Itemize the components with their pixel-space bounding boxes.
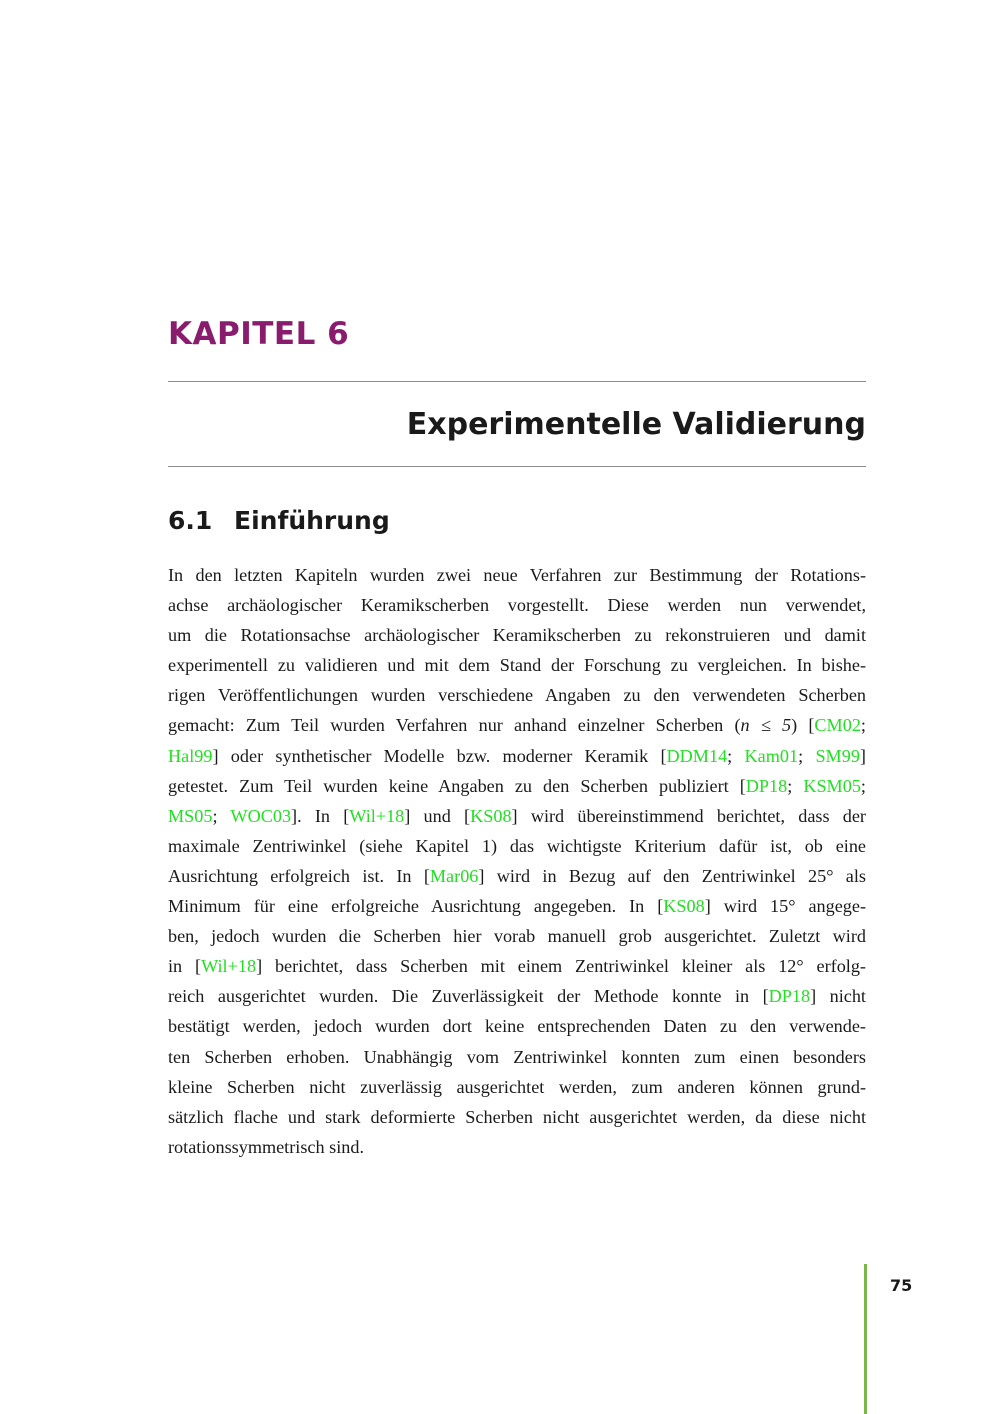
text-segment: ) [	[791, 715, 815, 736]
citation-link-ks08[interactable]: KS08	[663, 896, 705, 917]
body-paragraph	[168, 560, 866, 1162]
text-segment: getestet. Zum Teil wurden keine Angaben zu den Scherben publiziert [	[168, 775, 746, 796]
section-title: Einführung	[234, 506, 390, 535]
text-line: rigen Veröffentlichungen wurden verschiedene Angaben zu den verwendeten Scherben	[168, 685, 866, 706]
text-line: bestätigt werden, jedoch wurden dort keine entsprechenden Daten zu den verwende-	[168, 1016, 866, 1037]
citation-link-mar06[interactable]: Mar06	[429, 865, 479, 886]
text-line	[168, 771, 866, 801]
text-segment: reich ausgerichtet wurden. Die Zuverlässigkeit der Methode konnte in [	[168, 986, 769, 1007]
text-line: In den letzten Kapiteln wurden zwei neue Verfahren zur Bestimmung der Rotations-	[168, 565, 866, 585]
section-number: 6.1	[168, 506, 213, 535]
text-line	[168, 710, 866, 740]
citation-link-kam01[interactable]: Kam01	[744, 745, 799, 766]
text-segment: ] berichtet, dass Scherben mit einem Zentriwinkel kleiner als 12° erfolg-	[256, 956, 866, 977]
text-line	[168, 891, 866, 921]
text-line: maximale Zentriwinkel (siehe Kapitel 1) das wichtigste Kriterium dafür ist, ob eine	[168, 835, 866, 856]
text-line: ten Scherben erhoben. Unabhängig vom Zentriwinkel konnten zum einen besonders	[168, 1046, 866, 1067]
text-segment: ] wird 15° angege-	[704, 896, 866, 917]
text-line: rotationssymmetrisch sind.	[168, 1136, 365, 1157]
text-segment: ;	[860, 715, 866, 736]
chapter-label: KAPITEL 6	[168, 316, 350, 352]
page-number: 75	[890, 1276, 913, 1295]
chapter-rule-bottom	[168, 466, 866, 467]
text-line: ben, jedoch wurden die Scherben hier vorab manuell grob ausgerichtet. Zuletzt wird	[168, 926, 866, 947]
text-line	[168, 861, 866, 891]
text-line: kleine Scherben nicht zuverlässig ausgerichtet werden, zum anderen können grund-	[168, 1076, 866, 1097]
citation-link-ms05[interactable]: MS05	[168, 805, 213, 826]
citation-link-cm02[interactable]: CM02	[814, 715, 861, 736]
margin-bar	[864, 1264, 867, 1414]
text-line: sätzlich flache und stark deformierte Scherben nicht ausgerichtet werden, da diese nicht	[168, 1106, 866, 1127]
text-segment: Minimum für eine erfolgreiche Ausrichtung angegeben. In [	[168, 896, 664, 917]
text-segment: in [	[168, 956, 202, 977]
chapter-title: Experimentelle Validierung	[406, 407, 866, 442]
text-line	[168, 741, 866, 771]
text-segment: Ausrichtung erfolgreich ist. In [	[168, 865, 430, 886]
text-segment: ] nicht	[810, 986, 866, 1007]
text-segment: ]. In [	[291, 805, 350, 826]
citation-link-ks08[interactable]: KS08	[470, 805, 512, 826]
text-segment: ] und [	[404, 805, 471, 826]
text-segment: ] wird in Bezug auf den Zentriwinkel 25° als	[478, 865, 866, 886]
text-segment: ;	[787, 775, 804, 796]
citation-link-wil18[interactable]: Wil+18	[201, 956, 257, 977]
text-segment: ] oder synthetischer Modelle bzw. moderner Keramik [	[212, 745, 667, 766]
text-line	[168, 951, 866, 981]
citation-link-ksm05[interactable]: KSM05	[803, 775, 861, 796]
text-line: experimentell zu validieren und mit dem Stand der Forschung zu vergleichen. In bishe-	[168, 655, 866, 676]
citation-link-ddm14[interactable]: DDM14	[666, 745, 728, 766]
text-segment: ] wird übereinstimmend berichtet, dass der	[511, 805, 866, 826]
text-segment: ;	[727, 745, 745, 766]
citation-link-sm99[interactable]: SM99	[815, 745, 860, 766]
section-heading	[168, 503, 390, 539]
text-segment: ;	[798, 745, 816, 766]
text-segment: ;	[860, 775, 866, 796]
citation-link-dp18[interactable]: DP18	[745, 775, 788, 796]
math-inline: n ≤ 5	[740, 715, 792, 736]
text-segment: gemacht: Zum Teil wurden Verfahren nur anhand einzelner Scherben (	[168, 715, 741, 736]
text-segment: ]	[859, 745, 866, 766]
text-line	[168, 981, 866, 1011]
text-line	[168, 801, 866, 831]
citation-link-dp18[interactable]: DP18	[768, 986, 811, 1007]
citation-link-woc03[interactable]: WOC03	[230, 805, 292, 826]
citation-link-hal99[interactable]: Hal99	[168, 745, 213, 766]
text-segment: ;	[212, 805, 231, 826]
chapter-rule-top	[168, 381, 866, 382]
text-line: um die Rotationsachse archäologischer Keramikscherben zu rekonstruieren und damit	[168, 625, 866, 646]
text-line: achse archäologischer Keramikscherben vorgestellt. Diese werden nun verwendet,	[168, 595, 866, 616]
citation-link-wil18[interactable]: Wil+18	[349, 805, 405, 826]
